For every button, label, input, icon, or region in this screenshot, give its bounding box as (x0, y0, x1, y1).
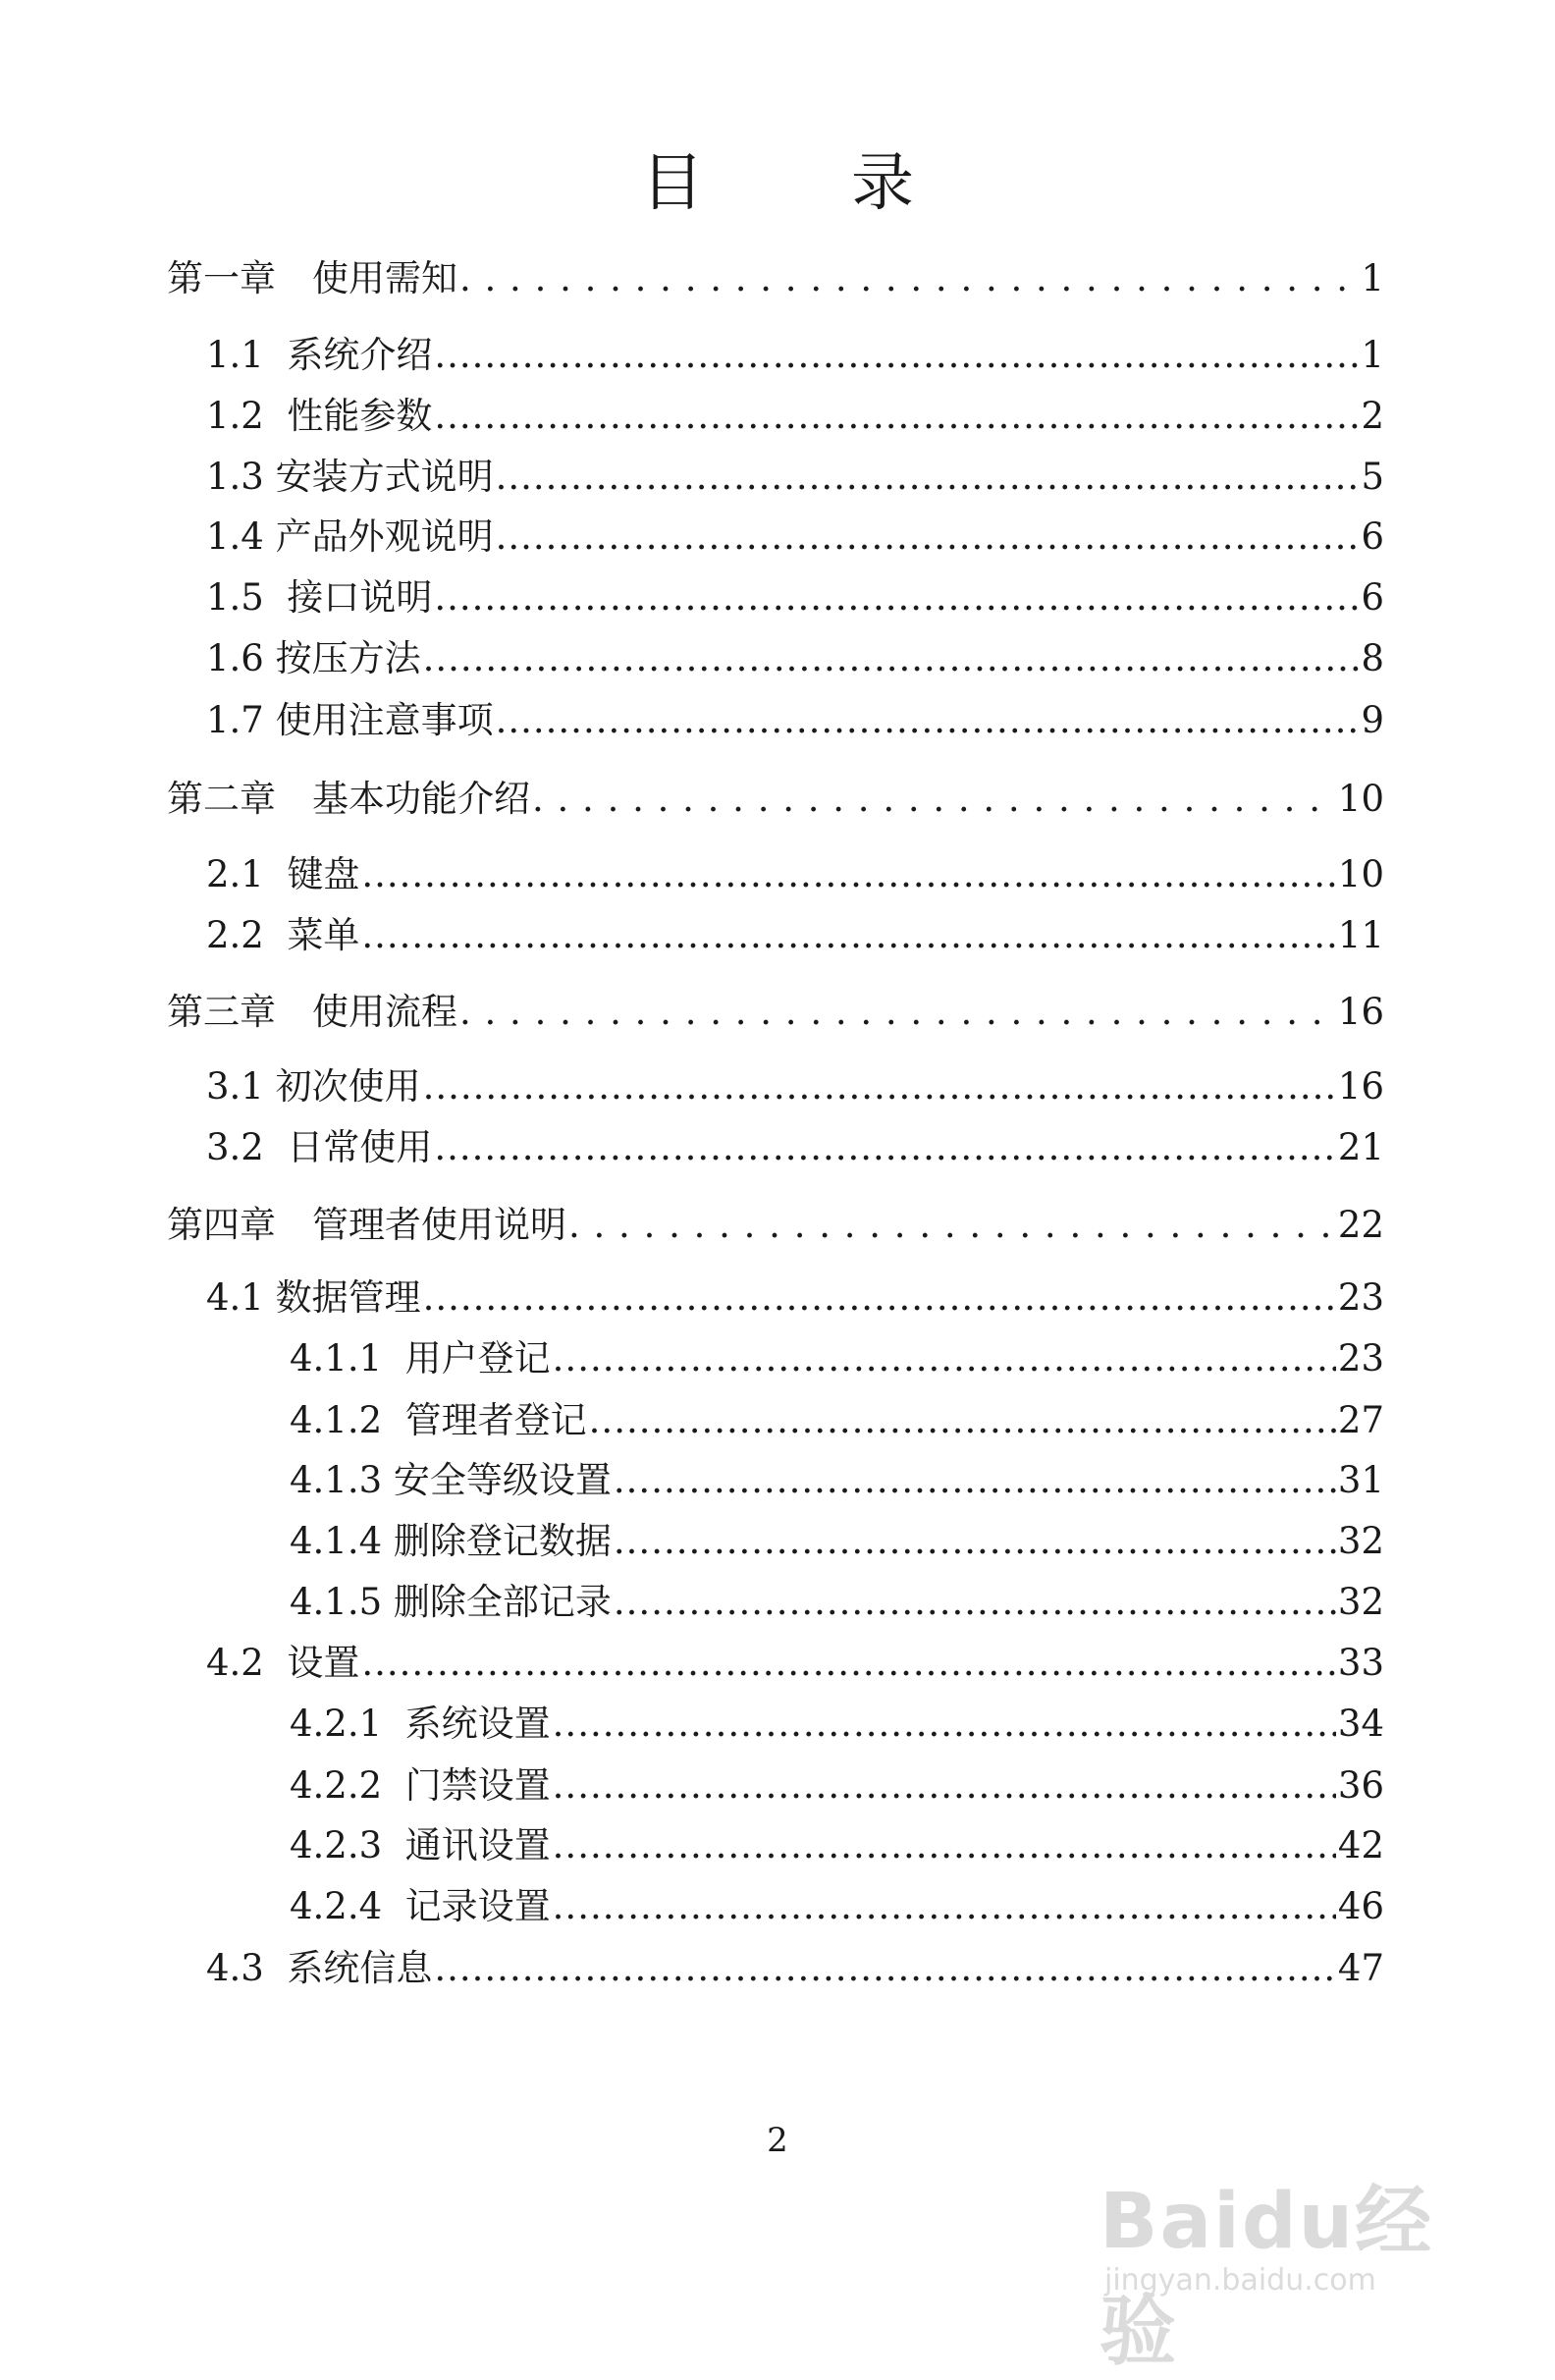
page-number: 2 (767, 2121, 788, 2160)
toc-entry-page: 10 (1337, 853, 1384, 895)
toc-entry[interactable] (290, 1518, 1384, 1565)
toc-entry-label: 第一章 使用需知 (167, 257, 457, 299)
toc-entry-label: 4.1.1 用户登记 (290, 1337, 551, 1379)
toc-entry-page: 11 (1337, 914, 1384, 956)
toc-entry[interactable] (206, 635, 1384, 682)
toc-chapter-entry[interactable] (167, 255, 1384, 302)
toc-entry-page: 36 (1337, 1764, 1384, 1807)
toc-leader-dots (459, 989, 1336, 1036)
toc-leader-dots (434, 393, 1359, 440)
toc-leader-dots (614, 1579, 1336, 1626)
toc-entry[interactable] (290, 1883, 1384, 1930)
toc-entry-page: 32 (1337, 1581, 1384, 1623)
toc-entry[interactable] (206, 1063, 1384, 1110)
toc-chapter-entry[interactable] (167, 1202, 1384, 1249)
toc-entry-label: 2.1 键盘 (206, 853, 360, 895)
toc-entry[interactable] (290, 1579, 1384, 1626)
toc-entry[interactable] (290, 1335, 1384, 1382)
toc-entry-page: 33 (1337, 1642, 1384, 1684)
toc-entry-label: 1.1 系统介绍 (206, 334, 433, 376)
toc-leader-dots (434, 1124, 1336, 1171)
watermark-brand: Baidu经验 (1099, 2178, 1434, 2376)
watermark-url: jingyan.baidu.com (1104, 2263, 1376, 2298)
toc-entry-label: 4.2.2 门禁设置 (290, 1764, 551, 1807)
toc-entry-label: 4.1 数据管理 (206, 1276, 421, 1319)
toc-entry-page: 5 (1361, 456, 1384, 498)
toc-entry[interactable] (206, 332, 1384, 379)
toc-leader-dots (568, 1202, 1336, 1249)
toc-leader-dots (434, 332, 1359, 379)
toc-leader-dots (459, 255, 1359, 302)
toc-leader-dots (614, 1518, 1336, 1565)
toc-entry[interactable] (206, 393, 1384, 440)
toc-leader-dots (496, 454, 1360, 501)
toc-entry-page: 6 (1361, 576, 1384, 619)
toc-entry-label: 第四章 管理者使用说明 (167, 1204, 566, 1246)
toc-entry-page: 27 (1337, 1399, 1384, 1441)
toc-leader-dots (496, 514, 1360, 561)
toc-entry-label: 第三章 使用流程 (167, 991, 457, 1033)
toc-entry[interactable] (290, 1457, 1384, 1504)
toc-entry[interactable] (206, 1640, 1384, 1687)
toc-leader-dots (361, 912, 1336, 959)
toc-entry-label: 1.3 安装方式说明 (206, 456, 494, 498)
toc-entry-page: 16 (1337, 1065, 1384, 1108)
toc-entry-page: 34 (1337, 1703, 1384, 1745)
toc-entry[interactable] (206, 454, 1384, 501)
toc-entry-page: 21 (1337, 1126, 1384, 1168)
toc-entry[interactable] (290, 1762, 1384, 1810)
toc-entry-page: 1 (1361, 334, 1384, 376)
toc-leader-dots (361, 851, 1336, 898)
toc-leader-dots (553, 1762, 1336, 1810)
toc-entry[interactable] (206, 1124, 1384, 1171)
toc-entry[interactable] (206, 514, 1384, 561)
toc-leader-dots (496, 697, 1360, 744)
toc-entry-label: 1.2 性能参数 (206, 395, 433, 437)
toc-entry-label: 4.2.4 记录设置 (290, 1885, 551, 1927)
toc-leader-dots (434, 574, 1359, 622)
toc-leader-dots (361, 1640, 1336, 1687)
toc-entry-label: 第二章 基本功能介绍 (167, 778, 530, 820)
toc-leader-dots (434, 1945, 1336, 1992)
toc-entry-label: 1.5 接口说明 (206, 576, 433, 619)
toc-chapter-entry[interactable] (167, 989, 1384, 1036)
toc-entry[interactable] (206, 1274, 1384, 1322)
toc-leader-dots (423, 1274, 1336, 1322)
toc-entry-page: 2 (1361, 395, 1384, 437)
toc-title: 目录 (641, 147, 1061, 220)
toc-entry-page: 1 (1361, 257, 1384, 299)
toc-leader-dots (553, 1883, 1336, 1930)
toc-entry[interactable] (206, 1945, 1384, 1992)
toc-entry-page: 23 (1337, 1337, 1384, 1379)
toc-entry-label: 4.2 设置 (206, 1642, 360, 1684)
toc-leader-dots (423, 1063, 1336, 1110)
toc-leader-dots (553, 1822, 1336, 1869)
toc-entry-page: 46 (1337, 1885, 1384, 1927)
toc-entry[interactable] (206, 574, 1384, 622)
toc-entry-label: 4.1.4 删除登记数据 (290, 1520, 612, 1562)
toc-entry[interactable] (206, 912, 1384, 959)
toc-entry-page: 22 (1337, 1204, 1384, 1246)
toc-entry-label: 3.2 日常使用 (206, 1126, 433, 1168)
toc-entry-page: 47 (1337, 1947, 1384, 1989)
toc-leader-dots (423, 635, 1360, 682)
toc-entry-page: 6 (1361, 515, 1384, 558)
toc-leader-dots (532, 776, 1336, 823)
toc-leader-dots (553, 1701, 1336, 1748)
toc-entry-label: 4.1.5 删除全部记录 (290, 1581, 612, 1623)
toc-entry[interactable] (206, 851, 1384, 898)
toc-entry[interactable] (290, 1701, 1384, 1748)
toc-leader-dots (553, 1335, 1336, 1382)
toc-entry-label: 2.2 菜单 (206, 914, 360, 956)
toc-entry-page: 32 (1337, 1520, 1384, 1562)
baidu-watermark (1099, 2101, 1473, 2376)
toc-entry-page: 16 (1337, 991, 1384, 1033)
toc-leader-dots (589, 1397, 1336, 1444)
toc-entry-page: 31 (1337, 1459, 1384, 1501)
toc-entry-page: 10 (1337, 778, 1384, 820)
toc-entry-label: 3.1 初次使用 (206, 1065, 421, 1108)
toc-entry-label: 4.2.1 系统设置 (290, 1703, 551, 1745)
toc-entry[interactable] (206, 697, 1384, 744)
toc-entry-page: 42 (1337, 1824, 1384, 1866)
toc-entry-page: 9 (1361, 699, 1384, 741)
toc-chapter-entry[interactable] (167, 776, 1384, 823)
toc-entry-label: 1.6 按压方法 (206, 637, 421, 679)
toc-leader-dots (614, 1457, 1336, 1504)
toc-entry-label: 4.2.3 通讯设置 (290, 1824, 551, 1866)
toc-entry[interactable] (290, 1397, 1384, 1444)
toc-entry-label: 4.1.3 安全等级设置 (290, 1459, 612, 1501)
toc-entry[interactable] (290, 1822, 1384, 1869)
toc-entry-page: 8 (1361, 637, 1384, 679)
toc-entry-label: 4.1.2 管理者登记 (290, 1399, 587, 1441)
toc-entry-label: 1.4 产品外观说明 (206, 515, 494, 558)
toc-entry-label: 4.3 系统信息 (206, 1947, 433, 1989)
toc-entry-label: 1.7 使用注意事项 (206, 699, 494, 741)
toc-entry-page: 23 (1337, 1276, 1384, 1319)
